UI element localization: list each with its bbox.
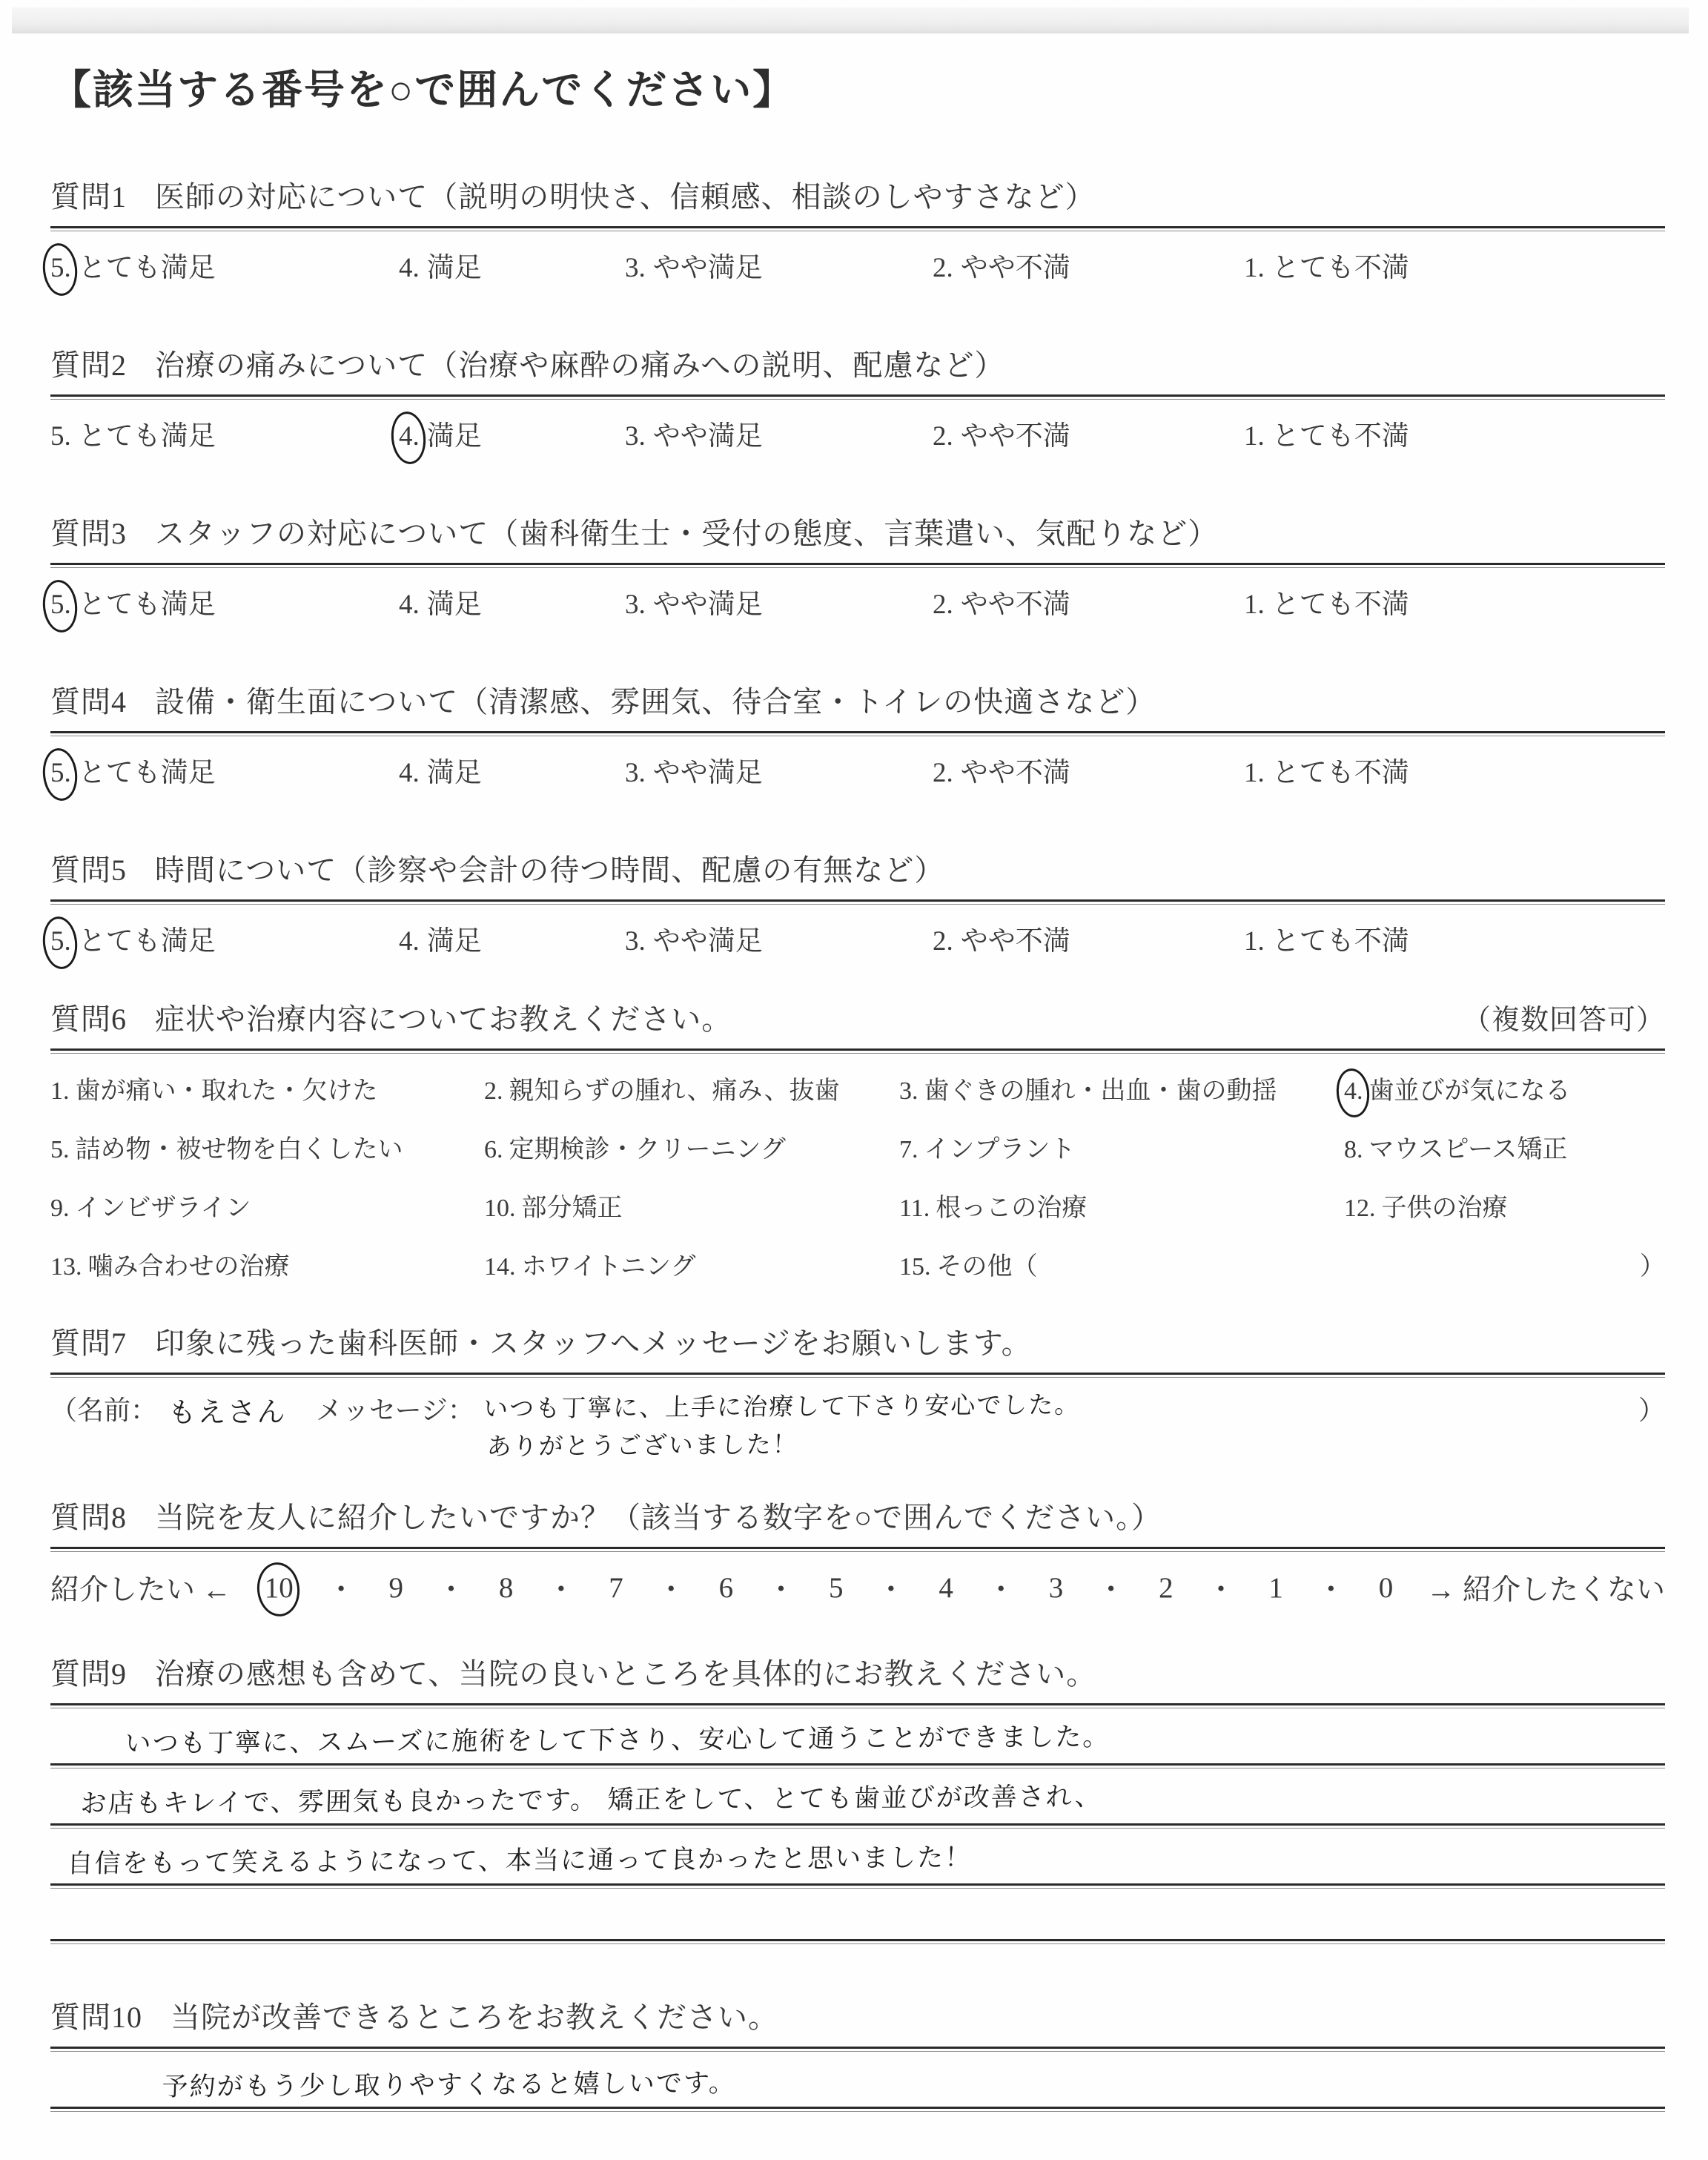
symptom-option <box>1344 1187 1665 1223</box>
question-block-1 <box>50 177 1665 285</box>
answer-line <box>50 1708 1665 1763</box>
option-label: とても不満 <box>1271 757 1409 788</box>
handwritten-answer-line-1: いつも丁寧に、スムーズに施術をして下さり、安心して通うことができました。 <box>125 1723 1110 1760</box>
answer-line-blank <box>50 1889 1665 1939</box>
option-number: 2. <box>933 757 953 788</box>
symptom-option <box>899 1129 1344 1165</box>
question-block-6 <box>50 1000 1665 1282</box>
handwritten-answer-line-1: 予約がもう少し取りやすくなると嬉しいです。 <box>162 2068 737 2103</box>
symptom-option <box>50 1129 484 1165</box>
scale-separator: ・ <box>656 1574 686 1607</box>
option-number: 1. <box>1244 757 1265 788</box>
question-header <box>50 177 1665 217</box>
rating-option <box>1244 750 1409 790</box>
name-field-label: （名前： <box>50 1396 158 1426</box>
rating-option <box>933 413 1244 453</box>
question-header <box>50 346 1665 386</box>
question-header <box>50 1000 1665 1040</box>
symptom-options-grid <box>50 1054 1665 1282</box>
nps-number-0: 0 <box>1378 1571 1394 1604</box>
question-title: 時間について（診察や会計の待つ時間、配慮の有無など） <box>155 853 945 887</box>
question-header <box>50 1324 1665 1364</box>
scale-separator: ・ <box>326 1574 356 1607</box>
rating-option <box>50 245 399 285</box>
nps-number-3: 3 <box>1048 1571 1064 1604</box>
option-number: 15. <box>899 1253 931 1281</box>
option-label: インビザライン <box>75 1195 251 1223</box>
option-number: 3. <box>625 420 646 452</box>
divider-rule <box>50 1373 1665 1378</box>
symptom-option <box>484 1187 899 1223</box>
option-number: 1. <box>1244 925 1265 957</box>
handwritten-message-line-2: ありがとうございました！ <box>486 1430 799 1462</box>
rating-option <box>399 413 625 453</box>
answer-rule <box>50 1939 1665 1944</box>
rating-option <box>50 918 399 958</box>
answer-line <box>50 1829 1665 1883</box>
multi-answer-note: （複数回答可） <box>1462 1004 1665 1036</box>
handwritten-message-line-1: いつも丁寧に、上手に治療して下さり安心でした。 <box>483 1390 1081 1424</box>
nps-number-7: 7 <box>609 1571 623 1604</box>
option-label: とても不満 <box>1271 252 1409 283</box>
scale-separator: ・ <box>1096 1574 1126 1607</box>
option-number: 5. <box>50 757 71 788</box>
option-label: 満足 <box>426 925 482 957</box>
divider-rule <box>50 731 1665 736</box>
answer-rule <box>50 1823 1665 1829</box>
scale-separator: ・ <box>1206 1574 1236 1607</box>
symptom-option-other <box>899 1246 1665 1282</box>
question-title: 医師の対応について（説明の明快さ、信頼感、相談のしやすさなど） <box>155 179 1096 214</box>
option-number: 1. <box>1244 589 1265 620</box>
divider-rule <box>50 1703 1665 1708</box>
option-number: 4. <box>399 757 420 788</box>
question-title: 当院が改善できるところをお教えください。 <box>171 2001 778 2035</box>
nps-left-label: 紹介したい ← <box>50 1574 231 1607</box>
rating-option <box>933 245 1244 285</box>
rating-option <box>1244 245 1409 285</box>
option-number: 4. <box>399 925 420 957</box>
option-number: 3. <box>625 925 646 957</box>
rating-option <box>933 918 1244 958</box>
option-label: とても満足 <box>78 420 216 452</box>
option-number: 3. <box>625 757 646 788</box>
question-title: 印象に残った歯科医師・スタッフへメッセージをお願いします。 <box>155 1327 1032 1361</box>
question-title: 治療の感想も含めて、当院の良いところを具体的にお教えください。 <box>155 1657 1097 1691</box>
scale-separator: ・ <box>1316 1574 1345 1607</box>
option-label: やや満足 <box>652 925 763 957</box>
option-number: 4. <box>399 252 420 283</box>
scale-separator: ・ <box>546 1574 576 1607</box>
option-label: とても不満 <box>1271 925 1409 957</box>
message-field-label: メッセージ： <box>316 1396 474 1426</box>
rating-option <box>625 413 933 453</box>
symptom-option <box>50 1246 484 1282</box>
rating-options-row <box>50 736 1665 790</box>
nps-number-10: 10 <box>264 1571 294 1604</box>
option-label: やや不満 <box>960 757 1070 788</box>
option-number: 2. <box>933 925 953 957</box>
option-label: とても満足 <box>78 589 216 620</box>
rating-options-row <box>50 400 1665 453</box>
option-label: その他（ <box>936 1253 1038 1281</box>
question-number: 質問6 <box>50 1002 127 1036</box>
option-number: 9. <box>50 1195 70 1223</box>
divider-rule <box>50 1547 1665 1552</box>
option-label: とても満足 <box>78 925 216 957</box>
option-number: 4. <box>399 589 420 620</box>
option-number: 12. <box>1344 1195 1376 1223</box>
question-header <box>50 1498 1665 1538</box>
option-number: 4. <box>399 420 420 452</box>
rating-option <box>1244 581 1409 621</box>
close-paren: ） <box>1638 1396 1665 1426</box>
option-label: 定期検診・クリーニング <box>509 1136 786 1164</box>
option-number: 6. <box>484 1136 503 1164</box>
option-label: やや不満 <box>960 252 1070 283</box>
nps-number-6: 6 <box>718 1571 734 1604</box>
option-label: 歯並びが気になる <box>1368 1077 1571 1106</box>
question-number: 質問8 <box>50 1501 127 1535</box>
nps-number-2: 2 <box>1159 1571 1174 1604</box>
option-label: やや不満 <box>960 589 1070 620</box>
rating-option <box>1244 413 1409 453</box>
option-label: とても満足 <box>78 757 216 788</box>
scale-separator: ・ <box>876 1574 906 1607</box>
option-label: とても満足 <box>78 252 216 283</box>
option-label: マウスピース矯正 <box>1368 1136 1568 1164</box>
question-header <box>50 1654 1665 1694</box>
divider-rule <box>50 226 1665 231</box>
nps-number-9: 9 <box>388 1571 404 1604</box>
option-label: やや不満 <box>960 925 1070 957</box>
option-number: 13. <box>50 1253 82 1281</box>
option-label: 噛み合わせの治療 <box>87 1253 290 1281</box>
option-label: とても不満 <box>1271 420 1409 452</box>
scale-separator: ・ <box>986 1574 1016 1607</box>
option-number: 10. <box>484 1195 516 1223</box>
option-number: 11. <box>899 1195 930 1223</box>
question-number: 質問3 <box>50 516 127 550</box>
option-number: 2. <box>933 589 953 620</box>
scale-separator: ・ <box>436 1574 466 1607</box>
option-number: 5. <box>50 589 71 620</box>
rating-option <box>933 750 1244 790</box>
rating-options-row <box>50 905 1665 958</box>
message-answer-row <box>50 1378 1665 1465</box>
answer-rule <box>50 2107 1665 2112</box>
option-label: やや満足 <box>652 757 763 788</box>
option-label: やや不満 <box>960 420 1070 452</box>
handwritten-message <box>482 1385 1081 1465</box>
divider-rule <box>50 899 1665 905</box>
divider-rule <box>50 2047 1665 2052</box>
question-block-8 <box>50 1498 1665 1608</box>
option-label: 根っこの治療 <box>936 1195 1088 1223</box>
option-label: 詰め物・被せ物を白くしたい <box>75 1136 403 1164</box>
option-number: 5. <box>50 925 71 957</box>
option-label: 親知らずの腫れ、痛み、抜歯 <box>509 1077 840 1106</box>
scale-separator: ・ <box>767 1574 796 1607</box>
symptom-option <box>50 1070 484 1106</box>
symptom-option <box>484 1129 899 1165</box>
option-number: 2. <box>933 252 953 283</box>
symptom-option <box>1344 1129 1665 1165</box>
divider-rule <box>50 563 1665 568</box>
question-header <box>50 682 1665 722</box>
option-number: 5. <box>50 1136 70 1164</box>
option-number: 2. <box>933 420 953 452</box>
question-title: 症状や治療内容についてお教えください。 <box>155 1002 732 1036</box>
symptom-option <box>484 1070 899 1106</box>
question-header <box>50 851 1665 891</box>
option-label: 満足 <box>426 757 482 788</box>
option-number: 2. <box>484 1077 503 1106</box>
rating-option <box>50 413 399 453</box>
handwritten-answer-line-3: 自信をもって笑えるようになって、本当に通って良かったと思いました！ <box>67 1843 973 1880</box>
question-number: 質問7 <box>50 1327 127 1361</box>
question-number: 質問2 <box>50 348 127 382</box>
rating-option <box>50 750 399 790</box>
option-number: 4. <box>1344 1077 1363 1106</box>
answer-line <box>50 1768 1665 1823</box>
nps-scale-row <box>50 1552 1665 1608</box>
answer-rule <box>50 1763 1665 1768</box>
option-label: 満足 <box>426 420 482 452</box>
nps-number-8: 8 <box>498 1571 514 1604</box>
question-block-9 <box>50 1654 1665 1944</box>
rating-option <box>399 750 625 790</box>
other-close-paren: ） <box>1640 1253 1665 1281</box>
question-number: 質問10 <box>50 2001 142 2035</box>
option-number: 1. <box>1244 420 1265 452</box>
option-number: 5. <box>50 252 71 283</box>
option-number: 5. <box>50 420 71 452</box>
question-block-2 <box>50 346 1665 453</box>
nps-number-5: 5 <box>828 1571 844 1604</box>
option-number: 3. <box>625 252 646 283</box>
rating-option <box>399 918 625 958</box>
rating-options-row <box>50 568 1665 621</box>
divider-rule <box>50 394 1665 400</box>
nps-right-label: → 紹介したくない <box>1426 1574 1665 1607</box>
divider-rule <box>50 1048 1665 1054</box>
symptom-option <box>899 1070 1344 1106</box>
option-label: 満足 <box>426 589 482 620</box>
option-label: ホワイトニング <box>521 1253 696 1281</box>
symptom-option <box>484 1246 899 1282</box>
question-number: 質問1 <box>50 179 127 214</box>
question-header <box>50 514 1665 554</box>
option-label: インプラント <box>924 1136 1076 1164</box>
option-number: 8. <box>1344 1136 1363 1164</box>
option-number: 7. <box>899 1136 918 1164</box>
page-title: 【該当する番号を○で囲んでください】 <box>50 67 795 113</box>
rating-option <box>625 581 933 621</box>
question-number: 質問5 <box>50 853 127 887</box>
rating-option <box>625 750 933 790</box>
symptom-option <box>899 1187 1344 1223</box>
question-block-4 <box>50 682 1665 790</box>
option-label: やや満足 <box>652 589 763 620</box>
answer-rule <box>50 1883 1665 1889</box>
handwritten-answer-line-2: お店もキレイで、雰囲気も良かったです。 矯正をして、とても歯並びが改善され、 <box>80 1782 1103 1820</box>
question-title: 当院を友人に紹介したいですか？（該当する数字を○で囲んでください。） <box>155 1501 1162 1535</box>
nps-number-4: 4 <box>939 1571 953 1604</box>
option-label: とても不満 <box>1271 589 1409 620</box>
rating-option <box>50 581 399 621</box>
option-label: 子供の治療 <box>1381 1195 1508 1223</box>
option-number: 1. <box>50 1077 70 1106</box>
question-block-3 <box>50 514 1665 621</box>
option-number: 1. <box>1244 252 1265 283</box>
question-block-7 <box>50 1324 1665 1465</box>
symptom-option <box>50 1187 484 1223</box>
rating-option <box>399 245 625 285</box>
question-title: 治療の痛みについて（治療や麻酔の痛みへの説明、配慮など） <box>155 348 1005 382</box>
rating-option <box>933 581 1244 621</box>
question-block-5 <box>50 851 1665 958</box>
rating-option <box>625 918 933 958</box>
question-number: 質問9 <box>50 1657 127 1691</box>
option-number: 3. <box>625 589 646 620</box>
answer-line <box>50 2052 1665 2107</box>
handwritten-name: もえさん <box>168 1395 288 1430</box>
question-header <box>50 1998 1665 2038</box>
option-label: やや満足 <box>652 420 763 452</box>
option-label: 満足 <box>426 252 482 283</box>
rating-options-row <box>50 231 1665 285</box>
question-title: スタッフの対応について（歯科衛生士・受付の態度、言葉遣い、気配りなど） <box>155 516 1219 550</box>
nps-number-1: 1 <box>1268 1571 1283 1604</box>
question-block-10 <box>50 1998 1665 2160</box>
question-number: 質問4 <box>50 684 127 719</box>
symptom-option <box>1344 1070 1665 1106</box>
rating-option <box>1244 918 1409 958</box>
question-title: 設備・衛生面について（清潔感、雰囲気、待合室・トイレの快適さなど） <box>155 684 1156 719</box>
answer-line-blank <box>50 2112 1665 2160</box>
rating-option <box>399 581 625 621</box>
option-label: 歯ぐきの腫れ・出血・歯の動揺 <box>924 1077 1277 1106</box>
option-number: 14. <box>484 1253 516 1281</box>
option-label: 部分矯正 <box>521 1195 623 1223</box>
rating-option <box>625 245 933 285</box>
option-label: やや満足 <box>652 252 763 283</box>
option-label: 歯が痛い・取れた・欠けた <box>75 1077 378 1106</box>
option-number: 3. <box>899 1077 918 1106</box>
